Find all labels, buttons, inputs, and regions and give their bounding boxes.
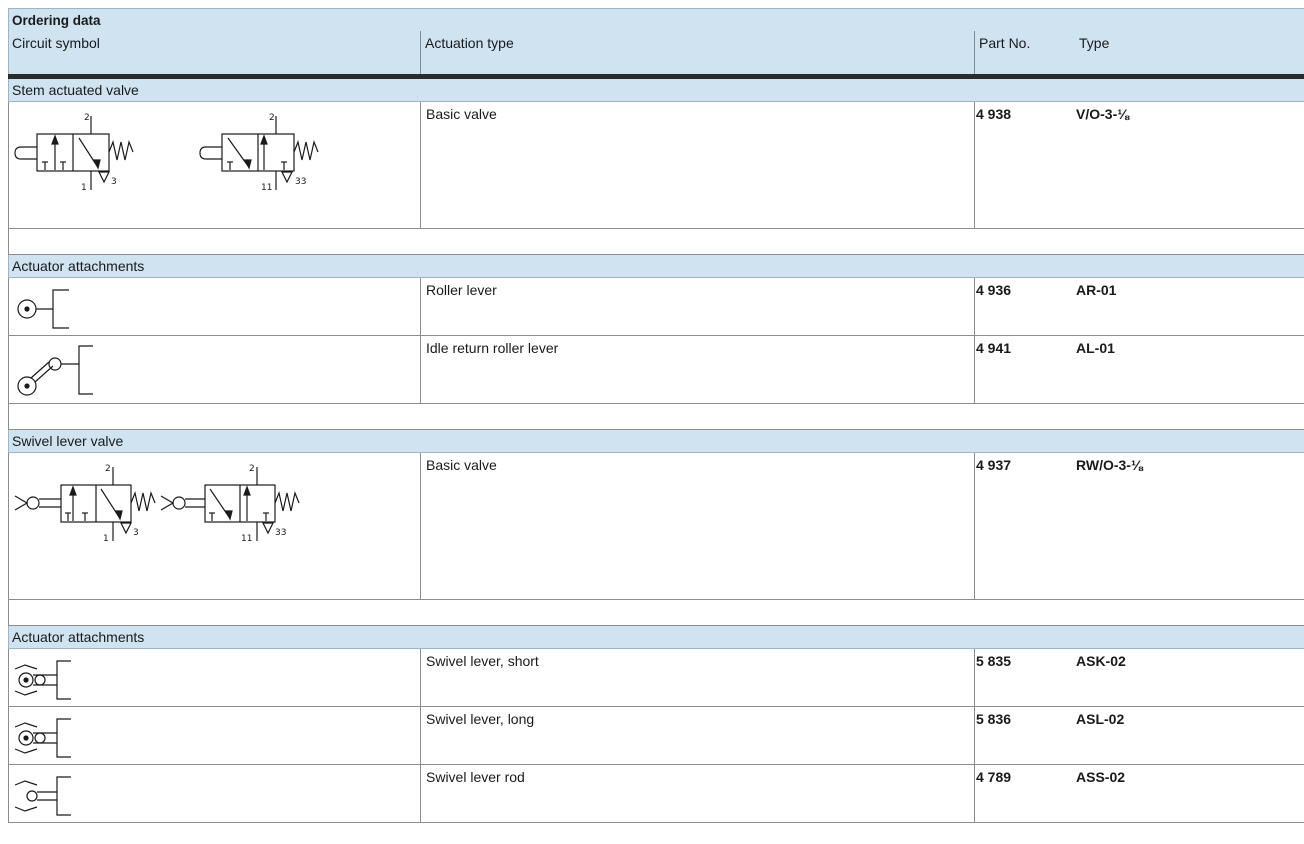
svg-text:11: 11 <box>241 534 253 544</box>
svg-text:2: 2 <box>249 464 255 474</box>
svg-text:33: 33 <box>275 528 287 538</box>
table-row <box>8 278 1304 336</box>
svg-text:3: 3 <box>111 177 117 187</box>
type-cell: ASS-02 <box>1076 769 1126 785</box>
actuation-type-cell: Swivel lever, short <box>426 653 539 669</box>
actuation-type-cell: Swivel lever rod <box>426 769 525 785</box>
col-header-circuit-symbol: Circuit symbol <box>12 35 100 51</box>
swivel-valve-symbol-icon <box>9 453 419 600</box>
stem-valve-symbol-icon <box>9 102 419 229</box>
part-no-cell: 4 938 <box>976 106 1012 122</box>
type-cell: RW/O-3-⅛ <box>1076 457 1143 473</box>
swivel-short-symbol-icon <box>9 649 419 707</box>
type-cell: ASK-02 <box>1076 653 1126 669</box>
table-title-row <box>8 8 1304 31</box>
type-cell: AR-01 <box>1076 282 1117 298</box>
svg-text:2: 2 <box>105 464 111 474</box>
part-no-cell: 4 936 <box>976 282 1012 298</box>
section-heading: Actuator attachments <box>12 258 145 274</box>
table-title: Ordering data <box>12 13 101 28</box>
idle-return-roller-symbol-icon <box>9 336 419 404</box>
svg-text:2: 2 <box>269 113 275 123</box>
actuation-type-cell: Basic valve <box>426 106 497 122</box>
col-header-actuation-type: Actuation type <box>425 35 514 51</box>
actuation-type-cell: Basic valve <box>426 457 497 473</box>
svg-text:3: 3 <box>133 528 139 538</box>
table-row <box>8 649 1304 707</box>
svg-text:1: 1 <box>81 183 87 193</box>
section-heading-row <box>8 626 1304 649</box>
part-no-cell: 4 789 <box>976 769 1012 785</box>
table-row <box>8 765 1304 823</box>
roller-lever-symbol-icon <box>9 278 419 336</box>
type-cell: V/O-3-⅛ <box>1076 106 1129 122</box>
section-heading-row <box>8 255 1304 278</box>
section-heading: Stem actuated valve <box>12 82 139 98</box>
section-heading: Actuator attachments <box>12 629 145 645</box>
spacer-row <box>8 229 1304 255</box>
part-no-cell: 5 836 <box>976 711 1012 727</box>
swivel-rod-symbol-icon <box>9 765 419 823</box>
actuation-type-cell: Idle return roller lever <box>426 340 559 356</box>
type-cell: ASL-02 <box>1076 711 1125 727</box>
svg-text:1: 1 <box>103 534 109 544</box>
spacer-row <box>8 404 1304 430</box>
svg-text:2: 2 <box>84 113 90 123</box>
swivel-long-symbol-icon <box>9 707 419 765</box>
part-no-cell: 4 937 <box>976 457 1012 473</box>
col-header-part-no: Part No. <box>979 35 1031 51</box>
part-no-cell: 5 835 <box>976 653 1012 669</box>
col-header-type: Type <box>1079 35 1110 51</box>
actuation-type-cell: Swivel lever, long <box>426 711 535 727</box>
table-row <box>8 707 1304 765</box>
column-header-row <box>8 31 1304 74</box>
actuation-type-cell: Roller lever <box>426 282 497 298</box>
spacer-row <box>8 600 1304 626</box>
part-no-cell: 4 941 <box>976 340 1012 356</box>
table-row <box>8 102 1304 229</box>
section-heading: Swivel lever valve <box>12 433 124 449</box>
section-heading-row <box>8 430 1304 453</box>
table-row <box>8 453 1304 600</box>
svg-text:33: 33 <box>295 177 307 187</box>
type-cell: AL-01 <box>1076 340 1115 356</box>
section-heading-row <box>8 79 1304 102</box>
table-row <box>8 336 1304 404</box>
svg-text:11: 11 <box>261 183 273 193</box>
